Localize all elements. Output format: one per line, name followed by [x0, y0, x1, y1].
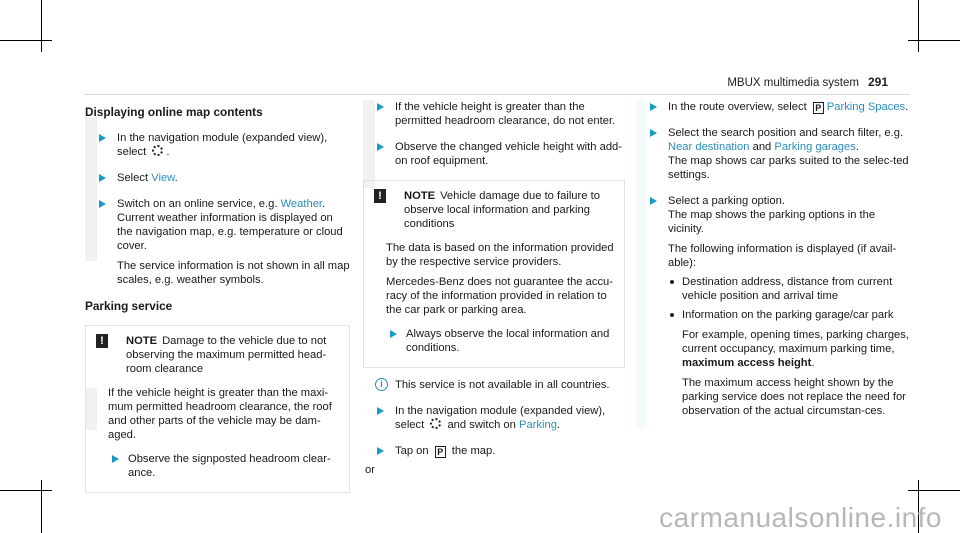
info-text: This service is not available in all countries.	[395, 379, 610, 391]
menu-item-weather[interactable]: Weather	[280, 198, 323, 210]
step-arrow-icon	[112, 455, 119, 463]
step-arrow-icon	[99, 174, 106, 182]
instruction-step	[363, 100, 625, 128]
crop-mark	[908, 40, 960, 41]
step-arrow-icon	[650, 197, 657, 205]
step-text: .	[855, 141, 859, 153]
step-arrow-icon	[650, 103, 657, 111]
step-text: Select a parking option.	[668, 195, 785, 207]
list-item-text: The maximum access height shown by the parking service does not replace the need for observation of the actual circumstan-ces.	[682, 377, 906, 417]
list-item-text: .	[811, 357, 815, 369]
note-label: NOTE	[126, 335, 158, 347]
note-body: Mercedes-Benz does not guarantee the accu-racy of the information provided in relation to the car park or parking area.	[386, 276, 613, 316]
instruction-step	[363, 404, 625, 432]
instruction-step	[636, 194, 911, 418]
menu-item-parking[interactable]: Parking	[518, 419, 557, 431]
step-text: .	[166, 146, 170, 158]
step-text: In the navigation module (expanded view), select	[395, 405, 606, 431]
step-text: Tap on	[395, 445, 432, 457]
step-text: In the navigation module (expanded view), select	[117, 132, 328, 158]
crop-mark	[0, 40, 52, 41]
note-box	[85, 325, 350, 493]
step-text: The following information is displayed (if avail-able):	[668, 243, 897, 269]
list-item-text: Information on the parking garage/car park	[682, 309, 894, 321]
filter-near-destination[interactable]: Near destination	[668, 141, 750, 153]
gear-icon	[152, 145, 163, 156]
section-heading: Displaying online map contents	[85, 105, 263, 119]
emphasis-text: maximum access height	[682, 357, 812, 369]
instruction-step	[636, 100, 911, 114]
step-arrow-icon	[99, 134, 106, 142]
instruction-step	[374, 327, 616, 355]
crop-mark	[908, 490, 960, 491]
list-item	[668, 275, 911, 303]
bullet-icon	[670, 313, 674, 317]
step-arrow-icon	[377, 103, 384, 111]
watermark-logo: carmanualsonline.info	[659, 502, 942, 533]
note-body: If the vehicle height is greater than the maxi-mum permitted headroom clearance, the roof and other parts of the vehicle may be dam-aged.	[108, 387, 332, 441]
step-text: Select the search position and search filter, e.g.	[668, 127, 904, 139]
step-text: .	[556, 419, 561, 431]
note-title: Damage to the vehicle due to not observing the maximum permitted head-room clearance	[126, 335, 327, 375]
crop-mark	[41, 0, 42, 52]
bullet-icon	[670, 280, 674, 284]
instruction-step	[363, 444, 625, 458]
section-heading: Parking service	[85, 299, 173, 313]
bullet-list	[668, 275, 911, 418]
page-number: 291	[867, 75, 888, 89]
instruction-step	[636, 126, 911, 182]
step-text: The service information is not shown in all map scales, e.g. weather symbols.	[117, 260, 350, 286]
column-right	[636, 100, 911, 430]
instruction-step	[96, 452, 341, 480]
step-text: and	[749, 141, 775, 153]
gear-icon	[430, 418, 441, 429]
step-text: Always observe the local information and conditions.	[406, 328, 610, 354]
list-item-text: Destination address, distance from current vehicle position and arrival time	[682, 276, 893, 302]
step-arrow-icon	[99, 200, 106, 208]
step-arrow-icon	[650, 129, 657, 137]
step-text: .	[905, 101, 909, 113]
step-text: The map shows car parks suited to the selec-ted settings.	[668, 155, 909, 181]
crop-mark	[0, 490, 52, 491]
parking-icon: P	[435, 446, 446, 458]
step-text: Current weather information is displayed on the navigation map, e.g. temperature or cloud cover.	[117, 212, 343, 252]
step-text: Select	[117, 172, 152, 184]
column-middle	[363, 100, 625, 477]
step-text: the map.	[448, 445, 496, 457]
step-text: The map shows the parking options in the vicinity.	[668, 209, 876, 235]
note-box	[363, 180, 625, 368]
step-arrow-icon	[377, 143, 384, 151]
menu-item-view[interactable]: View	[151, 172, 175, 184]
info-line	[363, 378, 625, 392]
step-arrow-icon	[377, 447, 384, 455]
instruction-step	[363, 140, 625, 168]
step-text: .	[322, 198, 326, 210]
or-text: or	[365, 464, 375, 476]
step-text: Observe the changed vehicle height with add-on roof equipment.	[395, 141, 623, 167]
list-item-text: For example, opening times, parking charges, current occupancy, maximum parking time,	[682, 329, 909, 355]
warning-icon: !	[374, 189, 386, 203]
step-text: Observe the signposted headroom clear-ance.	[128, 453, 331, 479]
step-text: If the vehicle height is greater than the permitted headroom clearance, do not enter.	[395, 101, 616, 127]
header-rule	[84, 94, 910, 95]
crop-mark	[41, 480, 42, 533]
note-body: The data is based on the information provided by the respective service providers.	[386, 242, 614, 268]
column-left	[85, 100, 350, 503]
parking-icon: P	[813, 102, 824, 114]
running-header	[727, 75, 888, 90]
crop-mark	[918, 0, 919, 52]
instruction-step	[85, 131, 350, 159]
warning-icon: !	[96, 334, 108, 348]
note-title: Vehicle damage due to failure to observe local information and parking conditions	[404, 190, 600, 230]
info-icon: i	[375, 378, 388, 391]
step-text: In the route overview, select	[668, 101, 810, 113]
step-arrow-icon	[390, 330, 397, 338]
instruction-step	[85, 197, 350, 287]
instruction-step	[85, 171, 350, 185]
filter-parking-garages[interactable]: Parking garages	[774, 141, 856, 153]
list-item	[668, 308, 911, 418]
header-title: MBUX multimedia system	[727, 77, 859, 89]
step-arrow-icon	[377, 407, 384, 415]
step-text: Switch on an online service, e.g.	[117, 198, 281, 210]
menu-item-parking-spaces[interactable]: Parking Spaces	[826, 101, 906, 113]
step-text: and switch on	[444, 419, 519, 431]
note-label: NOTE	[404, 190, 436, 202]
step-text: .	[174, 172, 178, 184]
